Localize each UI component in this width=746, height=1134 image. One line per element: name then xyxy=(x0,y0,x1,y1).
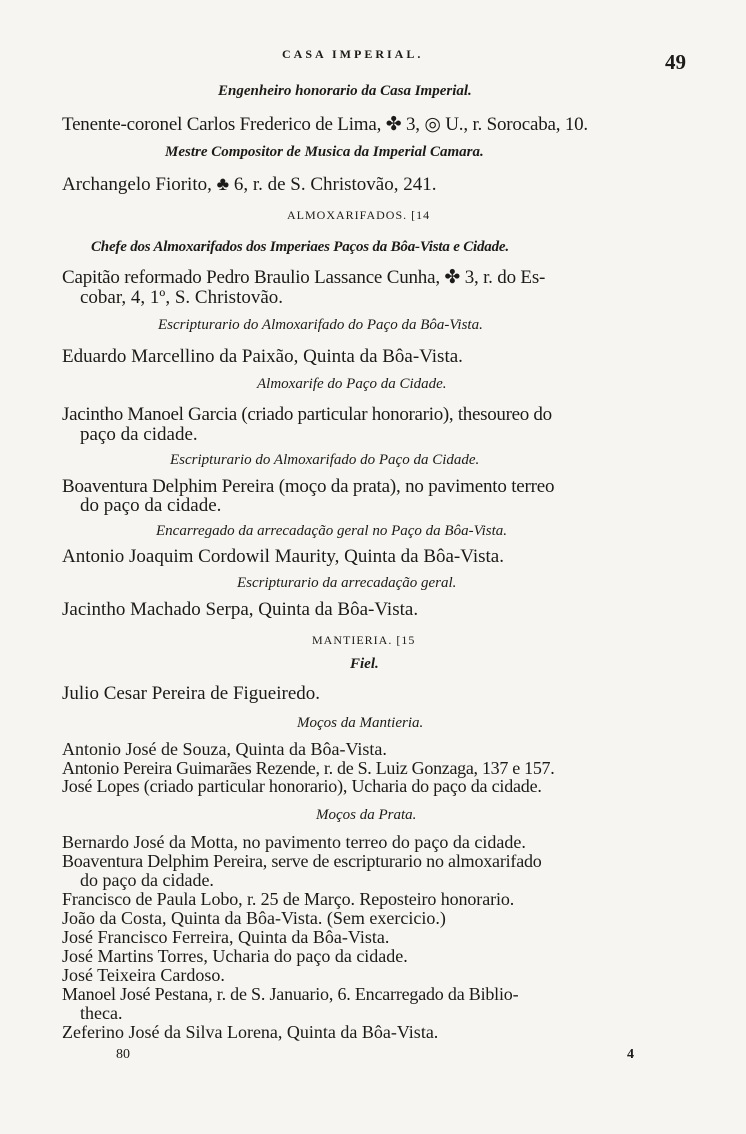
section-title: ALMOXARIFADOS. [14 xyxy=(287,208,431,222)
list-item-continuation: paço da cidade. xyxy=(80,424,198,445)
list-item: Zeferino José da Silva Lorena, Quinta da Bôa-Vista. xyxy=(62,1022,439,1042)
list-item-continuation: theca. xyxy=(80,1003,123,1023)
section-heading: Encarregado da arrecadação geral no Paço da Bôa-Vista. xyxy=(156,523,508,539)
list-item: José Martins Torres, Ucharia do paço da cidade. xyxy=(62,946,408,966)
list-item: Boaventura Delphim Pereira (moço da prata), no pavimento terreo xyxy=(62,476,555,497)
section-title: MANTIERIA. [15 xyxy=(312,633,416,647)
page-number: 49 xyxy=(665,50,686,74)
list-item: Eduardo Marcellino da Paixão, Quinta da Bôa-Vista. xyxy=(62,346,463,367)
list-item: Francisco de Paula Lobo, r. 25 de Março. Reposteiro honorario. xyxy=(62,889,515,909)
list-item: Jacintho Manoel Garcia (criado particular honorario), thesoureo do xyxy=(62,404,552,425)
list-item: Capitão reformado Pedro Braulio Lassance Cunha, ✤ 3, r. do Es- xyxy=(62,267,546,288)
footer-signature-right: 4 xyxy=(627,1047,634,1062)
list-item-continuation: cobar, 4, 1º, S. Christovão. xyxy=(80,287,284,308)
list-item: Antonio José de Souza, Quinta da Bôa-Vista. xyxy=(62,739,387,759)
list-item: José Teixeira Cardoso. xyxy=(62,965,225,985)
section-heading: Fiel. xyxy=(350,656,379,672)
list-item: Antonio Joaquim Cordowil Maurity, Quinta da Bôa-Vista. xyxy=(62,546,504,567)
section-heading: Escripturario do Almoxarifado do Paço da Cidade. xyxy=(170,452,480,468)
footer-signature-left: 80 xyxy=(116,1047,130,1062)
list-item-continuation: do paço da cidade. xyxy=(80,495,222,516)
list-item: João da Costa, Quinta da Bôa-Vista. (Sem exercicio.) xyxy=(62,908,446,928)
section-heading: Mestre Compositor de Musica da Imperial Camara. xyxy=(165,144,484,160)
section-heading: Engenheiro honorario da Casa Imperial. xyxy=(218,83,472,99)
list-item: Julio Cesar Pereira de Figueiredo. xyxy=(62,683,321,704)
list-item: Archangelo Fiorito, ♣ 6, r. de S. Christovão, 241. xyxy=(62,174,437,195)
page-title: CASA IMPERIAL. xyxy=(282,47,424,61)
section-heading: Chefe dos Almoxarifados dos Imperiaes Paços da Bôa-Vista e Cidade. xyxy=(91,239,509,255)
section-heading: Moços da Mantieria. xyxy=(297,715,424,731)
list-item: Antonio Pereira Guimarães Rezende, r. de S. Luiz Gonzaga, 137 e 157. xyxy=(62,758,555,778)
section-heading: Moços da Prata. xyxy=(316,807,417,823)
section-heading: Escripturario da arrecadação geral. xyxy=(237,575,457,591)
list-item: Bernardo José da Motta, no pavimento terreo do paço da cidade. xyxy=(62,832,526,852)
list-item: Manoel José Pestana, r. de S. Januario, 6. Encarregado da Biblio- xyxy=(62,984,519,1004)
list-item-continuation: do paço da cidade. xyxy=(80,870,214,890)
list-item: Boaventura Delphim Pereira, serve de escripturario no almoxarifado xyxy=(62,851,542,871)
section-heading: Escripturario do Almoxarifado do Paço da Bôa-Vista. xyxy=(158,317,483,333)
list-item: Tenente-coronel Carlos Frederico de Lima, ✤ 3, ◎ U., r. Sorocaba, 10. xyxy=(62,114,588,135)
list-item: José Lopes (criado particular honorario), Ucharia do paço da cidade. xyxy=(62,776,542,796)
list-item: José Francisco Ferreira, Quinta da Bôa-Vista. xyxy=(62,927,390,947)
section-heading: Almoxarife do Paço da Cidade. xyxy=(257,376,447,392)
list-item: Jacintho Machado Serpa, Quinta da Bôa-Vista. xyxy=(62,599,419,620)
